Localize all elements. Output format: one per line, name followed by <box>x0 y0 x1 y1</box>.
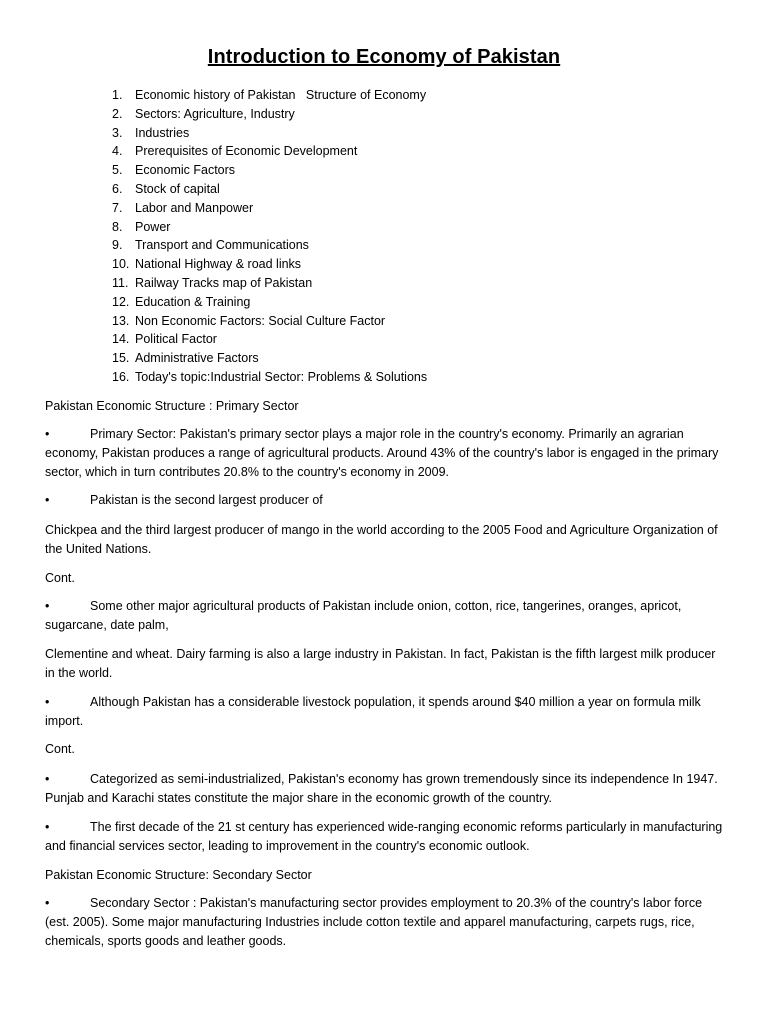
paragraph-text: Clementine and wheat. Dairy farming is also a large industry in Pakistan. In fact, Pakistan is the fifth largest milk producer in the world. <box>45 647 716 680</box>
toc-text: Stock of capital <box>135 181 220 196</box>
bullet-icon: • <box>45 599 50 613</box>
toc-item <box>112 218 427 237</box>
paragraph-text: Although Pakistan has a considerable livestock population, it spends around $40 million a year on formula milk import. <box>45 695 701 728</box>
section-heading <box>45 569 725 588</box>
section-heading-text: Pakistan Economic Structure: Secondary Sector <box>45 868 312 882</box>
bullet-icon: • <box>45 896 50 910</box>
toc-number: 3. <box>112 125 123 140</box>
bullet-paragraph <box>45 894 725 950</box>
bullet-paragraph <box>45 818 725 856</box>
toc-text: Labor and Manpower <box>135 200 254 215</box>
bullet-icon: • <box>45 493 50 507</box>
toc-text: Today's topic:Industrial Sector: Problems & Solutions <box>135 369 428 384</box>
bullet-paragraph <box>45 597 725 635</box>
toc-item <box>112 368 427 387</box>
toc-item <box>112 161 427 180</box>
toc-text: Education & Training <box>135 294 251 309</box>
bullet-icon: • <box>45 772 50 786</box>
toc-item <box>112 86 427 105</box>
paragraph-text: The first decade of the 21 st century has experienced wide-ranging economic reforms particularly in manufacturing and financial services sector, leading to improvement in the country's economic outlook. <box>45 820 723 853</box>
paragraph <box>45 645 725 683</box>
toc-item <box>112 293 427 312</box>
paragraph <box>45 521 725 559</box>
toc-number: 15. <box>112 351 130 366</box>
toc-text: Economic Factors <box>135 163 236 178</box>
toc-number: 10. <box>112 257 130 272</box>
toc-text: National Highway & road links <box>135 257 302 272</box>
toc-item <box>112 274 427 293</box>
toc-text: Transport and Communications <box>135 238 309 253</box>
toc-item <box>112 330 427 349</box>
bullet-paragraph <box>45 491 725 510</box>
section-heading <box>45 740 725 759</box>
toc-item <box>112 180 427 199</box>
toc-number: 13. <box>112 313 130 328</box>
toc-item <box>112 255 427 274</box>
toc-text: Political Factor <box>135 332 217 347</box>
toc-number: 12. <box>112 294 130 309</box>
toc-number: 11. <box>112 275 129 290</box>
toc-item <box>112 105 427 124</box>
toc-item <box>112 312 427 331</box>
bullet-paragraph <box>45 770 725 808</box>
toc-number: 4. <box>112 144 123 159</box>
toc-text: Prerequisites of Economic Development <box>135 144 358 159</box>
paragraph-text: Pakistan is the second largest producer of <box>90 493 323 507</box>
toc-text: Economic history of Pakistan Structure of Economy <box>135 88 427 102</box>
toc-text: Administrative Factors <box>135 351 259 366</box>
bullet-icon: • <box>45 820 50 834</box>
toc-text: Power <box>135 219 171 234</box>
bullet-paragraph <box>45 693 725 731</box>
section-heading-text: Cont. <box>45 742 75 756</box>
paragraph-text: Secondary Sector : Pakistan's manufacturing sector provides employment to 20.3% of the country's labor force (est. 2005). Some major manufacturing Industries include cotton textile and apparel manufacturing, carpets rugs, rice, chemicals, sports goods and leather goods. <box>45 896 703 948</box>
section-heading <box>45 397 725 416</box>
section-heading <box>45 866 725 885</box>
section-heading-text: Cont. <box>45 571 75 585</box>
paragraph-text: Some other major agricultural products of Pakistan include onion, cotton, rice, tangerines, oranges, apricot, sugarcane, date palm, <box>45 599 682 632</box>
paragraph-text: Chickpea and the third largest producer of mango in the world according to the 2005 Food and Agriculture Organization of the United Nations. <box>45 523 718 556</box>
toc-number: 5. <box>112 163 123 178</box>
toc-number: 7. <box>112 200 123 215</box>
toc-number: 2. <box>112 106 123 121</box>
paragraph-text: Primary Sector: Pakistan's primary sector plays a major role in the country's economy. Primarily an agrarian economy, Pakistan produces a range of agricultural products. Around 43% of the country's labor is engaged in the primary sector, which in turn contributes 20.8% to the country's economy in 2009. <box>45 427 719 479</box>
bullet-icon: • <box>45 695 50 709</box>
toc-text: Railway Tracks map of Pakistan <box>135 275 313 290</box>
toc-item <box>112 142 427 161</box>
paragraph-text: Categorized as semi-industrialized, Pakistan's economy has grown tremendously since its independence In 1947. Punjab and Karachi states constitute the major share in the economic growth of the country. <box>45 772 718 805</box>
toc-number: 16. <box>112 369 130 384</box>
toc-number: 6. <box>112 181 123 196</box>
toc-text: Sectors: Agriculture, Industry <box>135 106 295 121</box>
toc-item <box>112 199 427 218</box>
table-of-contents <box>112 86 427 387</box>
toc-text: Industries <box>135 125 190 140</box>
toc-item <box>112 349 427 368</box>
section-heading-text: Pakistan Economic Structure : Primary Sector <box>45 399 299 413</box>
toc-item <box>112 236 427 255</box>
toc-item <box>112 124 427 143</box>
bullet-paragraph <box>45 425 725 481</box>
toc-number: 14. <box>112 332 130 347</box>
toc-number: 8. <box>112 219 123 234</box>
toc-text: Non Economic Factors: Social Culture Factor <box>135 313 386 328</box>
toc-number: 1. <box>112 88 123 102</box>
document-title: Introduction to Economy of Pakistan <box>207 46 561 68</box>
bullet-icon: • <box>45 427 50 441</box>
toc-number: 9. <box>112 238 123 253</box>
